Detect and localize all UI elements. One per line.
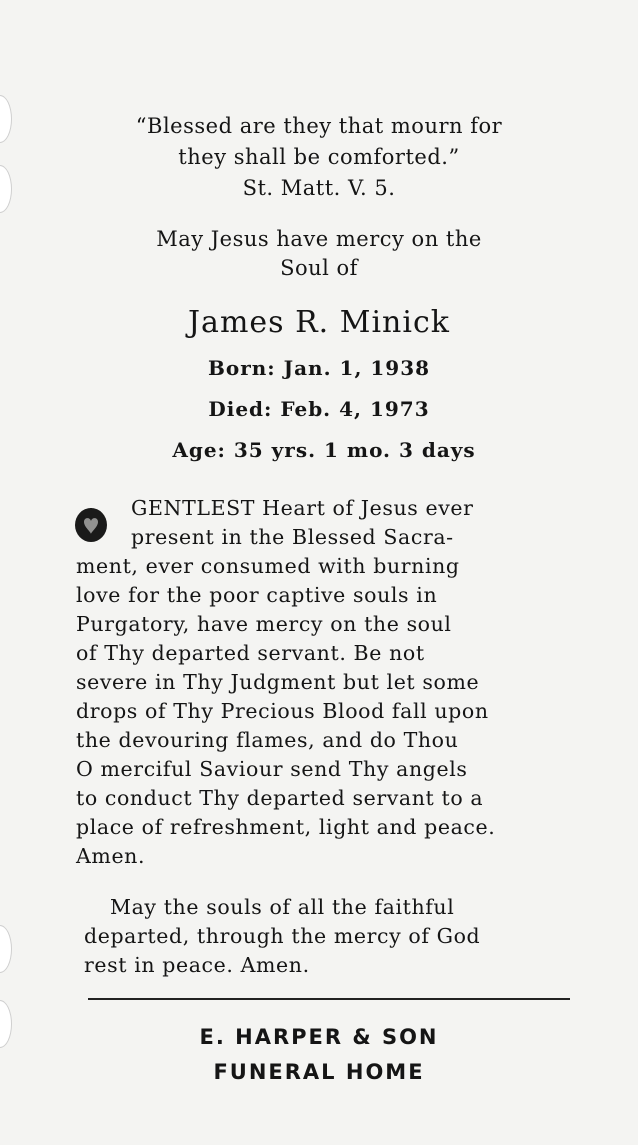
death-date: Died: Feb. 4, 1973: [208, 397, 430, 421]
divider-rule: [88, 998, 570, 1000]
closing-prayer: [84, 893, 584, 980]
prayer-line: ment, ever consumed with burning: [76, 554, 460, 578]
invocation: [0, 225, 638, 283]
verse-line-1: “Blessed are they that mourn for: [135, 114, 503, 138]
closing-line: May the souls of all the faithful: [110, 895, 455, 919]
prayer-line: the devouring flames, and do Thou: [76, 728, 459, 752]
funeral-home-name: E. HARPER & SON: [199, 1025, 439, 1049]
prayer-line: Amen.: [76, 844, 146, 868]
prayer-text: [76, 494, 586, 871]
closing-line: departed, through the mercy of God: [84, 924, 481, 948]
funeral-home-label: FUNERAL HOME: [213, 1060, 425, 1084]
prayer-line: of Thy departed servant. Be not: [76, 641, 425, 665]
scripture-verse: [0, 111, 638, 204]
birth-date: Born: Jan. 1, 1938: [207, 356, 431, 380]
prayer-line: severe in Thy Judgment but let some: [76, 670, 480, 694]
prayer-line: Purgatory, have mercy on the soul: [76, 612, 452, 636]
prayer-line: love for the poor captive souls in: [76, 583, 438, 607]
deceased-name: James R. Minick: [188, 305, 450, 340]
prayer-line: to conduct Thy departed servant to a: [76, 786, 484, 810]
verse-line-2: they shall be comforted.”: [178, 145, 460, 169]
prayer-line: present in the Blessed Sacra-: [131, 525, 454, 549]
closing-line: rest in peace. Amen.: [84, 953, 310, 977]
prayer-line: O merciful Saviour send Thy angels: [76, 757, 468, 781]
age-at-death: Age: 35 yrs. 1 mo. 3 days: [172, 438, 476, 462]
prayer-line: drops of Thy Precious Blood fall upon: [76, 699, 489, 723]
verse-citation: St. Matt. V. 5.: [242, 176, 396, 200]
prayer-line: place of refreshment, light and peace.: [76, 815, 496, 839]
invocation-line-1: May Jesus have mercy on the: [156, 227, 482, 251]
deceased-details: [0, 353, 638, 476]
prayer-line: GENTLEST Heart of Jesus ever: [131, 496, 474, 520]
invocation-line-2: Soul of: [280, 256, 358, 280]
card-edge-notch: [0, 925, 12, 973]
